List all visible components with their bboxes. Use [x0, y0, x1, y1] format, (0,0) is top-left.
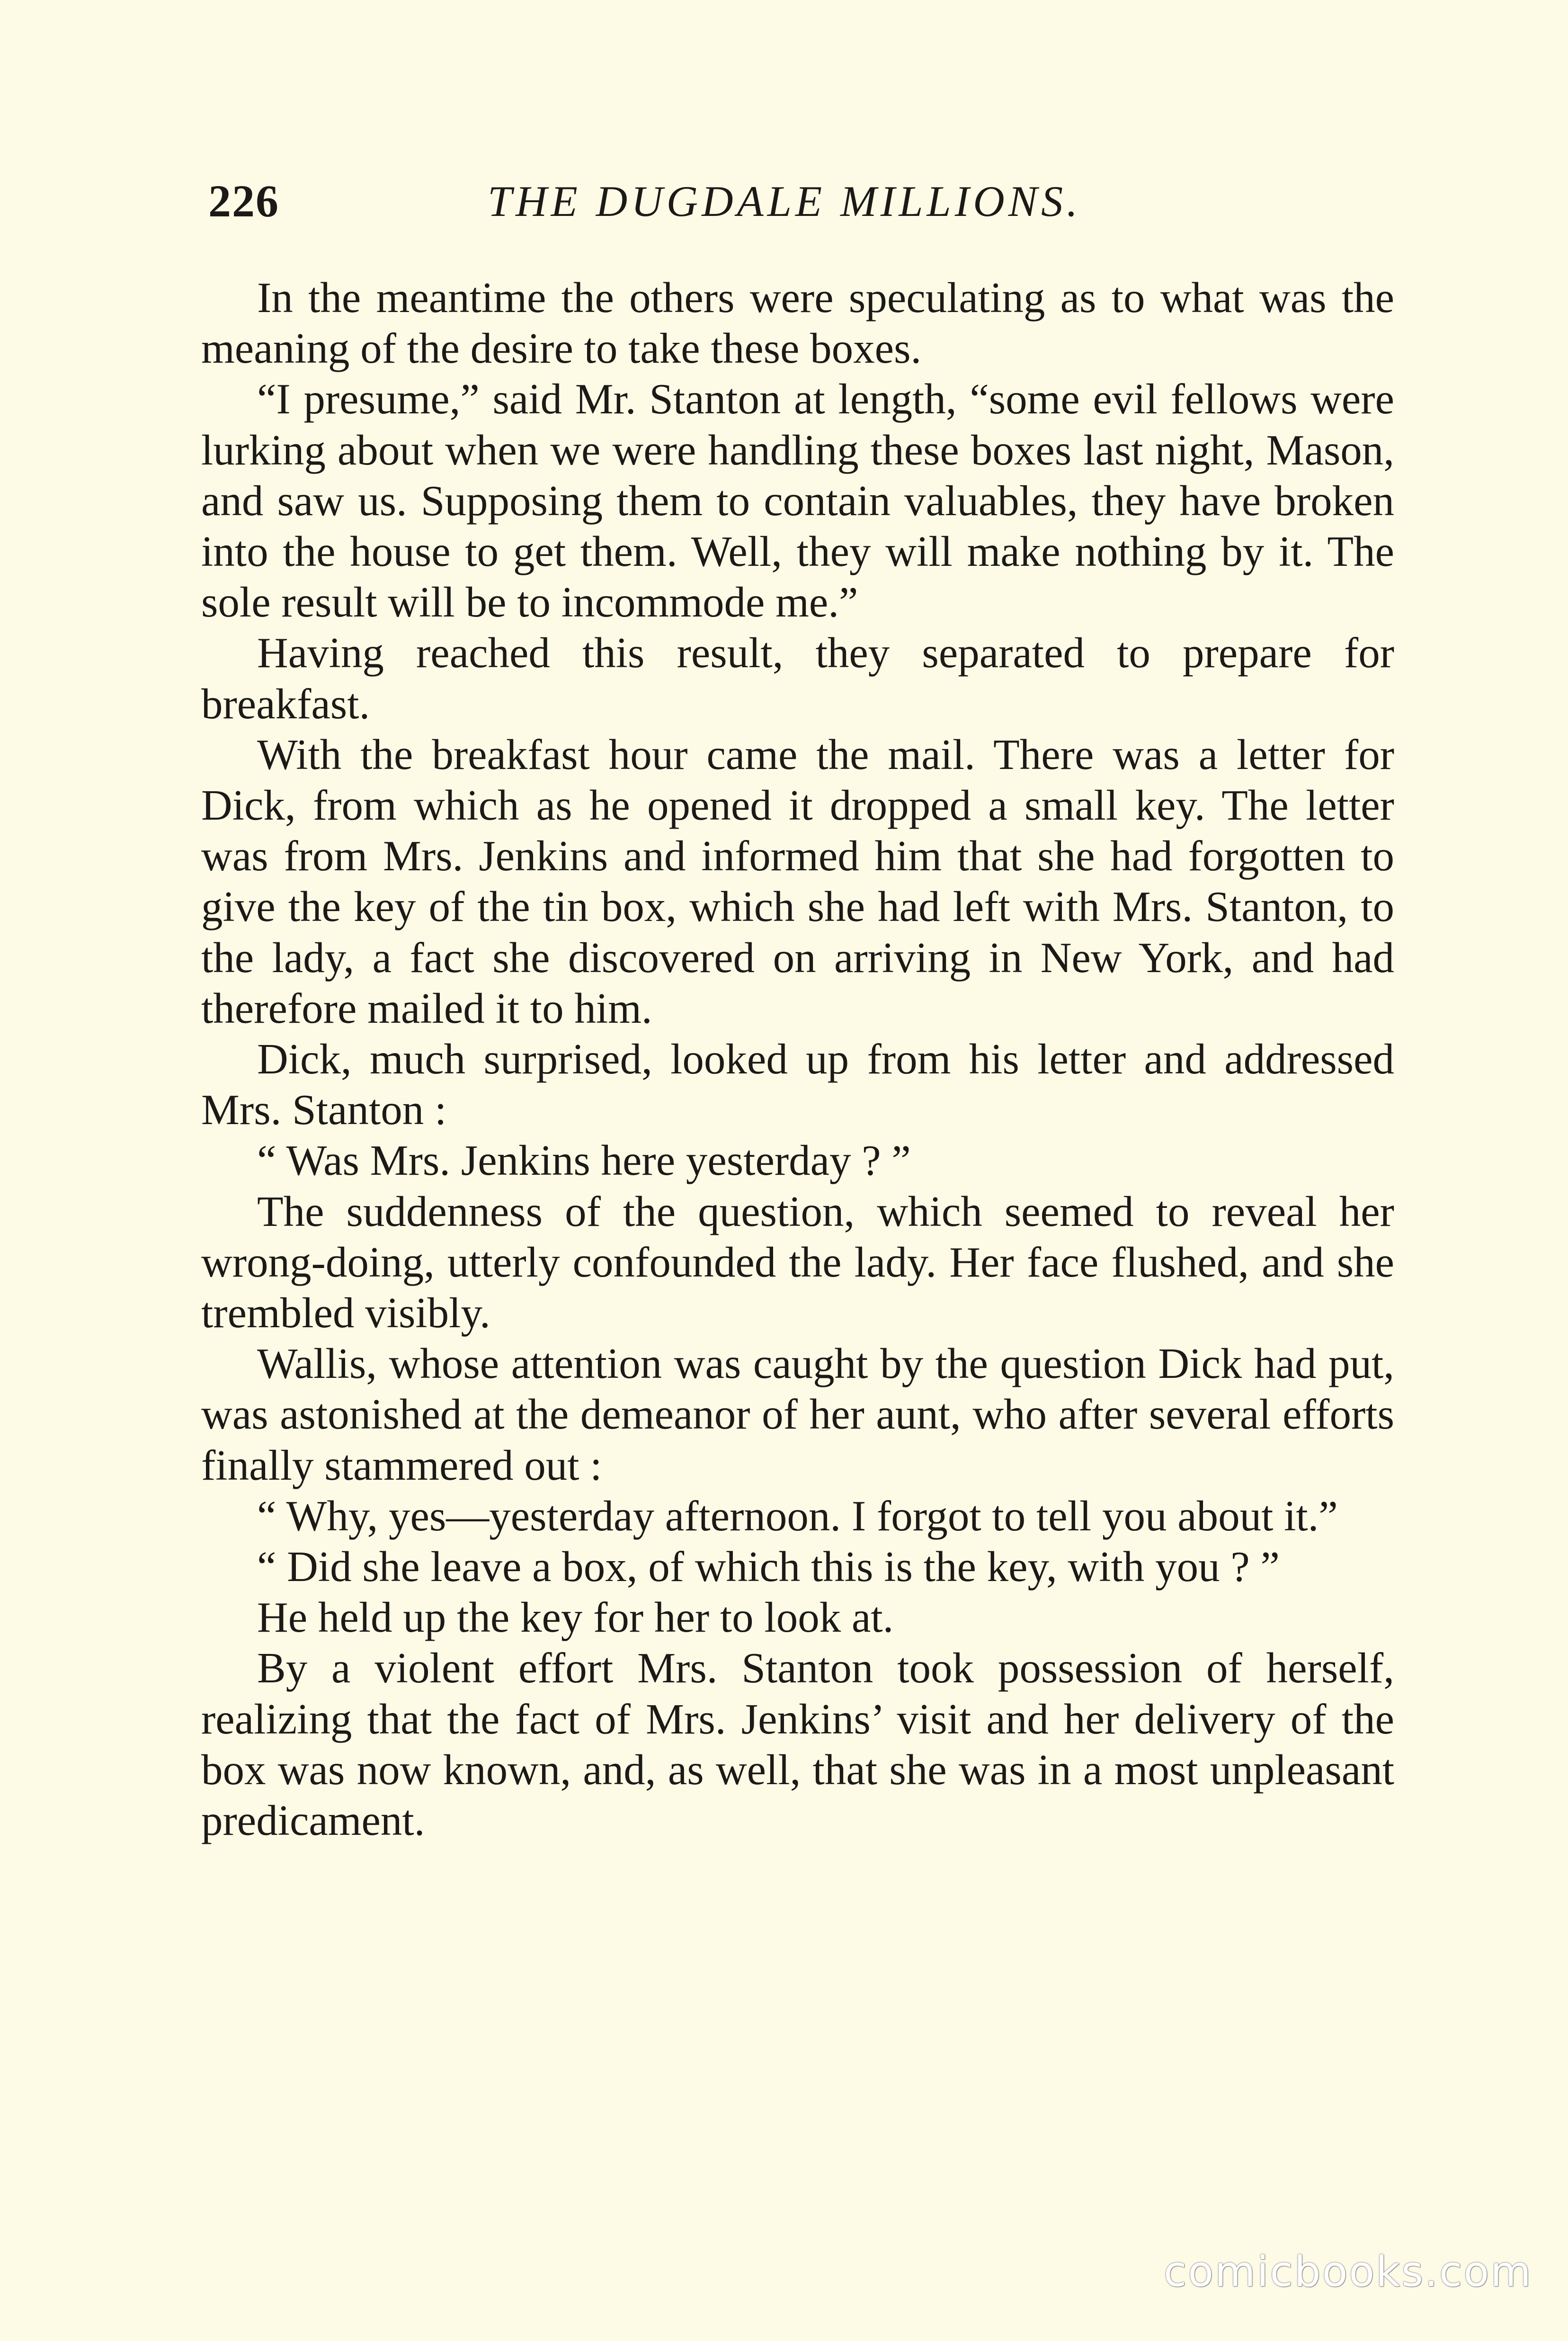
- watermark: comicbooks.com: [1163, 2247, 1532, 2296]
- paragraph: In the meantime the others were speculating as to what was the meaning of the desire to take these boxes.: [201, 274, 1394, 373]
- paragraph: Having reached this result, they separated to prepare for breakfast.: [201, 629, 1394, 728]
- paragraph: The suddenness of the question, which seemed to reveal her wrong-doing, utterly confounded the lady. Her face flushed, and she trembled visibly.: [201, 1187, 1394, 1337]
- paragraph: “ Did she leave a box, of which this is the key, with you ? ”: [257, 1543, 1280, 1591]
- body-text: [201, 272, 1394, 1846]
- paragraph: “I presume,” said Mr. Stanton at length, “some evil fellows were lurking about when we were handling these boxes last night, Mason, and saw us. Supposing them to contain valuables, they have broken into the house to get them. Well, they will make nothing by it. The sole result will be to incommode me.”: [201, 375, 1394, 626]
- page-number: 226: [208, 176, 279, 226]
- paragraph: Dick, much surprised, looked up from his letter and addressed Mrs. Stanton :: [201, 1035, 1394, 1134]
- page-header: [201, 173, 1394, 230]
- paragraph: With the breakfast hour came the mail. There was a letter for Dick, from which as he opened it dropped a small key. The letter was from Mrs. Jenkins and informed him that she had forgotten to give the key of the tin box, which she had left with Mrs. Stanton, to the lady, a fact she discovered on arriving in New York, and had therefore mailed it to him.: [201, 730, 1394, 1032]
- paragraph: He held up the key for her to look at.: [257, 1593, 894, 1642]
- paragraph: By a violent effort Mrs. Stanton took possession of herself, realizing that the fact of Mrs. Jenkins’ visit and her delivery of the box was now known, and, as well, that she was in a most unpleasant predicament.: [201, 1644, 1394, 1845]
- paragraph: “ Was Mrs. Jenkins here yesterday ? ”: [257, 1136, 911, 1185]
- running-title: THE DUGDALE MILLIONS.: [488, 177, 1082, 225]
- paragraph: Wallis, whose attention was caught by the question Dick had put, was astonished at the demeanor of her aunt, who after several efforts finally stammered out :: [201, 1340, 1394, 1489]
- paragraph: “ Why, yes—yesterday afternoon. I forgot to tell you about it.”: [257, 1492, 1338, 1540]
